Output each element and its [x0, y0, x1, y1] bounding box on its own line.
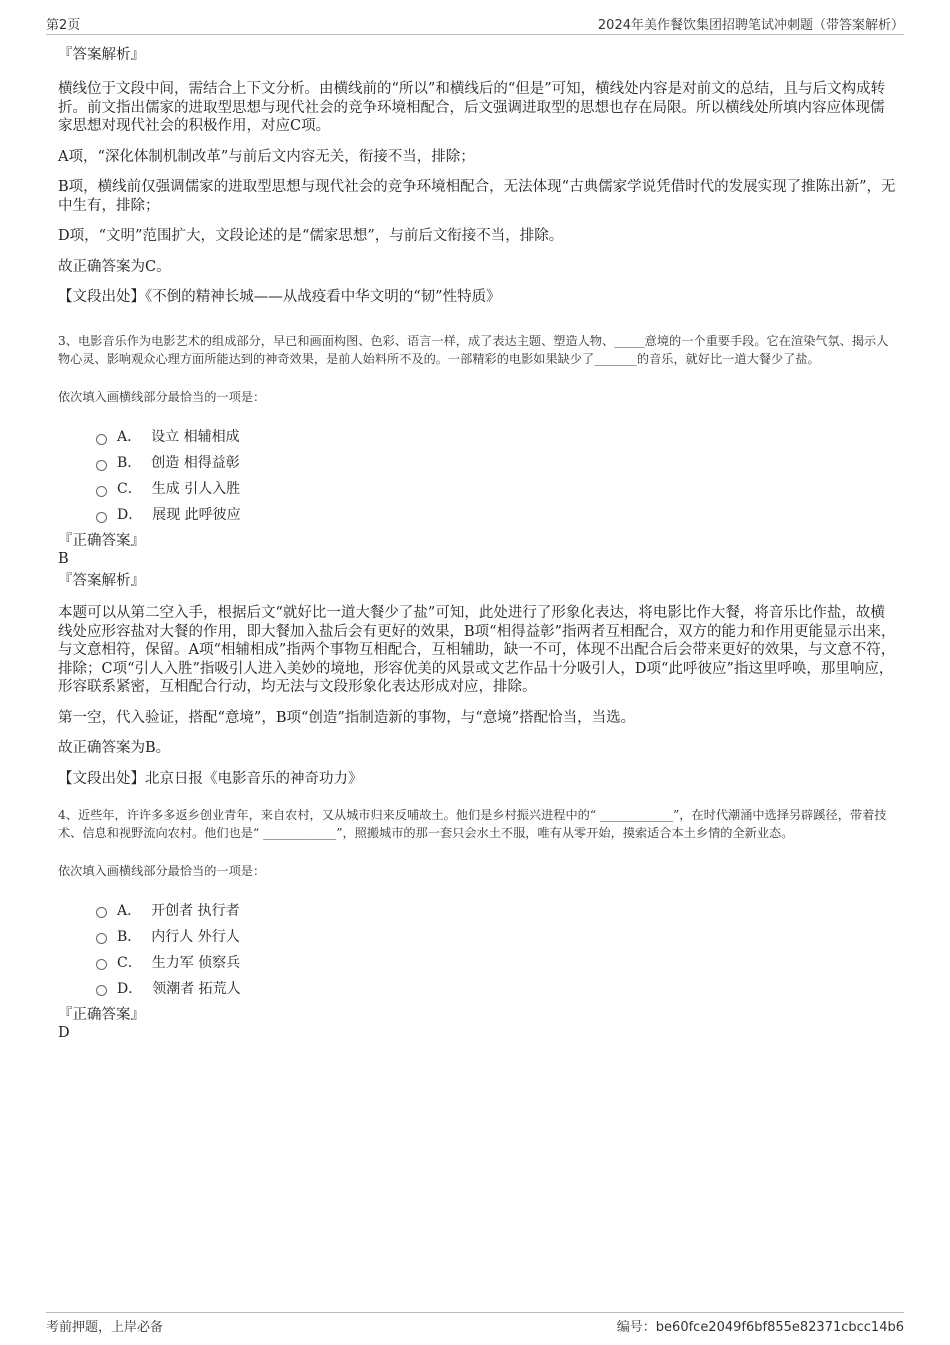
q2-analysis-p2: A项，“深化体制机制改革”与前后文内容无关，衔接不当，排除；	[58, 148, 475, 165]
q2-analysis-p3: B项，横线前仅强调儒家的进取型思想与现代社会的竞争环境相配合，无法体现“古典儒家学说凭借时代的发展实现了推陈出新”，无中生有，排除；	[58, 179, 896, 214]
q3-option-d[interactable]: D． 展现 此呼彼应	[96, 502, 896, 528]
radio-icon[interactable]	[96, 460, 107, 471]
question-3	[58, 332, 896, 788]
q4-stem: 4、近些年，许许多多返乡创业青年，来自农村，又从城市归来反哺故土。他们是乡村振兴进程中的“ ____________”，在时代潮涌中选择另辟蹊径，带着技术、信息和视野流向农村。他们也是“ ____________”，照搬城市的那一套只会水土不服，唯有从零开始，摸索适合本土乡情的全新业态。	[58, 807, 887, 840]
q3-option-b[interactable]: B． 创造 相得益彰	[96, 450, 896, 476]
q4-answer: D	[58, 1024, 70, 1041]
q4-option-d[interactable]: D． 领潮者 拓荒人	[96, 976, 896, 1002]
q3-answer: B	[58, 551, 69, 567]
q4-answer-label: 『正确答案』	[58, 1006, 145, 1023]
q4-options	[96, 898, 896, 1002]
q2-analysis-p5: 故正确答案为C。	[58, 258, 171, 275]
radio-icon[interactable]	[96, 486, 107, 497]
radio-icon[interactable]	[96, 907, 107, 918]
q3-analysis-label: 『答案解析』	[58, 573, 145, 589]
radio-icon[interactable]	[96, 959, 107, 970]
page-footer	[46, 1312, 904, 1336]
radio-icon[interactable]	[96, 985, 107, 996]
q3-analysis-p2: 第一空，代入验证，搭配“意境”，B项“创造”指制造新的事物，与“意境”搭配恰当，当选。	[58, 709, 636, 726]
q2-source: 【文段出处】《不倒的精神长城——从战疫看中华文明的“韧”性特质》	[58, 289, 501, 305]
q3-prompt: 依次填入画横线部分最恰当的一项是：	[58, 390, 266, 404]
q4-option-c[interactable]: C． 生力军 侦察兵	[96, 950, 896, 976]
q3-options	[96, 424, 896, 528]
footer-slogan: 考前押题，上岸必备	[46, 1320, 164, 1335]
question-4	[58, 806, 896, 1042]
q4-option-a[interactable]: A． 开创者 执行者	[96, 898, 896, 924]
radio-icon[interactable]	[96, 512, 107, 523]
radio-icon[interactable]	[96, 434, 107, 445]
footer-code: 编号：be60fce2049f6bf855e82371cbcc14b6	[616, 1320, 904, 1335]
q4-prompt: 依次填入画横线部分最恰当的一项是：	[58, 863, 266, 878]
radio-icon[interactable]	[96, 933, 107, 944]
q3-option-c[interactable]: C． 生成 引人入胜	[96, 476, 896, 502]
page-header	[46, 14, 904, 35]
q3-analysis-p1: 本题可以从第二空入手，根据后文“就好比一道大餐少了盐”可知，此处进行了形象化表达，将电影比作大餐，将音乐比作盐，故横线处应形容盐对大餐的作用，即大餐加入盐后会有更好的效果，B项“相得益彰”指两者互相配合，双方的能力和作用更能显示出来，与文意相符，保留。A项“相辅相成”指两个事物互相配合，互相辅助，缺一不可，体现不出配合后会带来更好的效果，与文意不符，排除；C项“引人入胜”指吸引人进入美妙的境地，形容优美的风景或文艺作品十分吸引人，D项“此呼彼应”指这里呼唤，那里响应，形容联系紧密，互相配合行动，均无法与文段形象化表达形成对应，排除。	[58, 605, 896, 695]
q2-analysis-p1: 横线位于文段中间，需结合上下文分析。由横线前的“所以”和横线后的“但是”可知，横线处内容是对前文的总结，且与后文构成转折。前文指出儒家的进取型思想与现代社会的竞争环境相配合，后文强调进取型的思想也存在局限。所以横线处所填内容应体现儒家思想对现代社会的积极作用，对应C项。	[58, 81, 886, 134]
q2-analysis-label: 『答案解析』	[58, 47, 145, 63]
q4-option-b[interactable]: B． 内行人 外行人	[96, 924, 896, 950]
q3-option-a[interactable]: A． 设立 相辅相成	[96, 424, 896, 450]
page-number: 第2页	[46, 18, 81, 33]
q3-source: 【文段出处】北京日报《电影音乐的神奇功力》	[58, 770, 363, 787]
q3-analysis-p3: 故正确答案为B。	[58, 740, 171, 756]
q3-stem: 3、电影音乐作为电影艺术的组成部分，早已和画面构图、色彩、语言一样，成了表达主题、塑造人物、_____意境的一个重要手段。它在渲染气氛、揭示人物心灵、影响观众心理方面所能达到的神奇效果，是前人始料所不及的。一部精彩的电影如果缺少了_______的音乐，就好比一道大餐少了盐。	[58, 334, 889, 366]
q2-analysis-p4: D项，“文明”范围扩大，文段论述的是“儒家思想”，与前后文衔接不当，排除。	[58, 228, 564, 244]
q3-answer-label: 『正确答案』	[58, 533, 145, 549]
document-title: 2024年美作餐饮集团招聘笔试冲刺题（带答案解析）	[597, 18, 904, 33]
page-content	[58, 46, 896, 1042]
